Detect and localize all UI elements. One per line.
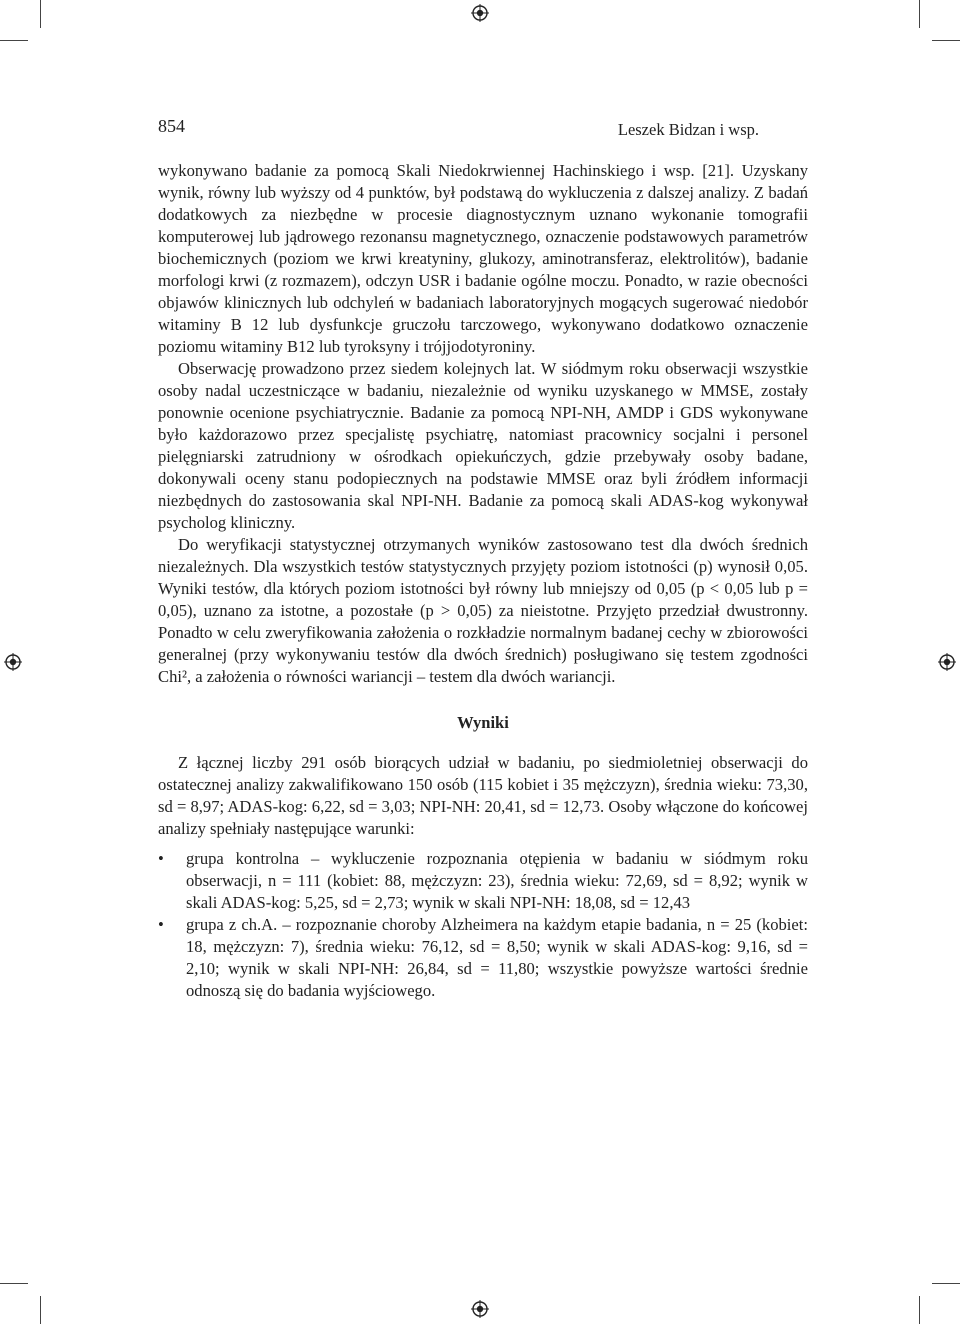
crop-mark-top-left (40, 0, 41, 28)
page-number: 854 (158, 116, 185, 136)
article-body (158, 160, 808, 1002)
bullet-icon: • (158, 915, 164, 934)
crosshair-circle-icon (471, 4, 489, 22)
list-item (158, 848, 808, 914)
list-item-text: grupa z ch.A. – rozpoznanie choroby Alzheimera na każdym etapie badania, n = 25 (kobiet: 18, mężczyzn: 7), średnia wieku: 76,12, sd = 8,50; wynik w skali ADAS-kog: 9,16, sd = 2,10; wynik w skali NPI-NH: 26,84, sd = 11,80; wszystkie powyższe wartości średnie odnoszą się do badania wyjściowego. (186, 915, 808, 1000)
crop-mark-bottom-right-h (932, 1283, 960, 1284)
paragraph-statistics: Do weryfikacji statystycznej otrzymanych wyników zastosowano test dla dwóch średnich niezależnych. Dla wszystkich testów statystycznych przyjęty poziom istotności (p) wynosił 0,05. Wyniki testów, dla których poziom istotności był równy lub mniejszy od 0,05 (p < 0,05 lub p = 0,05), uznano za istotne, a pozostałe (p > 0,05) za nieistotne. Przyjęto przedział dwustronny. Ponadto w celu zweryfikowania założenia o rozkładzie normalnym badanej cechy w zbiorowości generalnej (przy wykonywaniu testów dla dwóch średnich) posługiwano się testem zgodności Chi², a założenia o równości wariancji – testem dla dwóch wariancji. (158, 535, 808, 686)
crop-mark-bottom-left (40, 1296, 41, 1324)
crop-mark-bottom-right (919, 1296, 920, 1324)
crosshair-circle-icon (4, 653, 22, 671)
crop-mark-top-left-h (0, 40, 28, 41)
crosshair-circle-icon (938, 653, 956, 671)
criteria-list (158, 848, 808, 1002)
crop-mark-bottom-left-h (0, 1283, 28, 1284)
crosshair-circle-icon (471, 1300, 489, 1318)
paragraph-methods-continued: wykonywano badanie za pomocą Skali Niedokrwiennej Hachinskiego i wsp. [21]. Uzyskany wynik, równy lub wyższy od 4 punktów, był podstawą do wykluczenia z dalszej analizy. Z badań dodatkowych za niezbędne w procesie diagnostycznym uznano wykonanie tomografii komputerowej lub jądrowego rezonansu magnetycznego, oznaczenie podstawowych parametrów biochemicznych (poziom we krwi kreatyniny, glukozy, aminotransferaz, elektrolitów), badanie morfologi krwi (z rozmazem), odczyn USR i badanie ogólne moczu. Ponadto, w razie obecności objawów klinicznych lub odchyleń w badaniach laboratoryjnych mogących sugerować niedobór witaminy B 12 lub dysfunkcje gruczołu tarczowego, wykonywano dodatkowo oznaczenie poziomu witaminy B12 lub tyroksyny i trójjodotyroniny. (158, 161, 808, 356)
list-item-text: grupa kontrolna – wykluczenie rozpoznania otępienia w badaniu w siódmym roku obserwacji, n = 111 (kobiet: 88, mężczyzn: 23), średnia wieku: 72,69, sd = 8,92; wynik w skali ADAS-kog: 5,25, sd = 2,73; wynik w skali NPI-NH: 18,08, sd = 12,43 (186, 849, 808, 912)
crop-mark-top-right (919, 0, 920, 28)
paragraph-results-intro: Z łącznej liczby 291 osób biorących udział w badaniu, po siedmioletniej obserwacji do ostatecznej analizy zakwalifikowano 150 osób (115 kobiet i 35 mężczyzn), średnia wieku: 73,30, sd = 8,97; ADAS-kog: 6,22, sd = 3,03; NPI-NH: 20,41, sd = 12,73. Osoby włączone do końcowej analizy spełniały następujące warunki: (158, 753, 808, 838)
running-head: Leszek Bidzan i wsp. (617, 120, 759, 139)
section-heading-results: Wyniki (457, 713, 509, 732)
paragraph-observation: Obserwację prowadzono przez siedem kolejnych lat. W siódmym roku obserwacji wszystkie osoby nadal uczestniczące w badaniu, niezależnie od wyniku uzyskanego w MMSE, zostały ponownie ocenione psychiatrycznie. Badanie za pomocą NPI-NH, AMDP i GDS wykonywane było każdorazowo przez specjalistę psychiatrę, natomiast pracownicy socjalni i personel pielęgniarski zatrudniony w ośrodkach opiekuńczych, gdzie przebywały osoby badane, dokonywali oceny stanu podopiecznych na podstawie MMSE oraz byli źródłem informacji niezbędnych do zastosowania skal NPI-NH. Badanie za pomocą skali ADAS-kog wykonywał psycholog kliniczny. (158, 359, 808, 532)
list-item (158, 914, 808, 1002)
bullet-icon: • (158, 849, 164, 868)
crop-mark-top-right-h (932, 40, 960, 41)
